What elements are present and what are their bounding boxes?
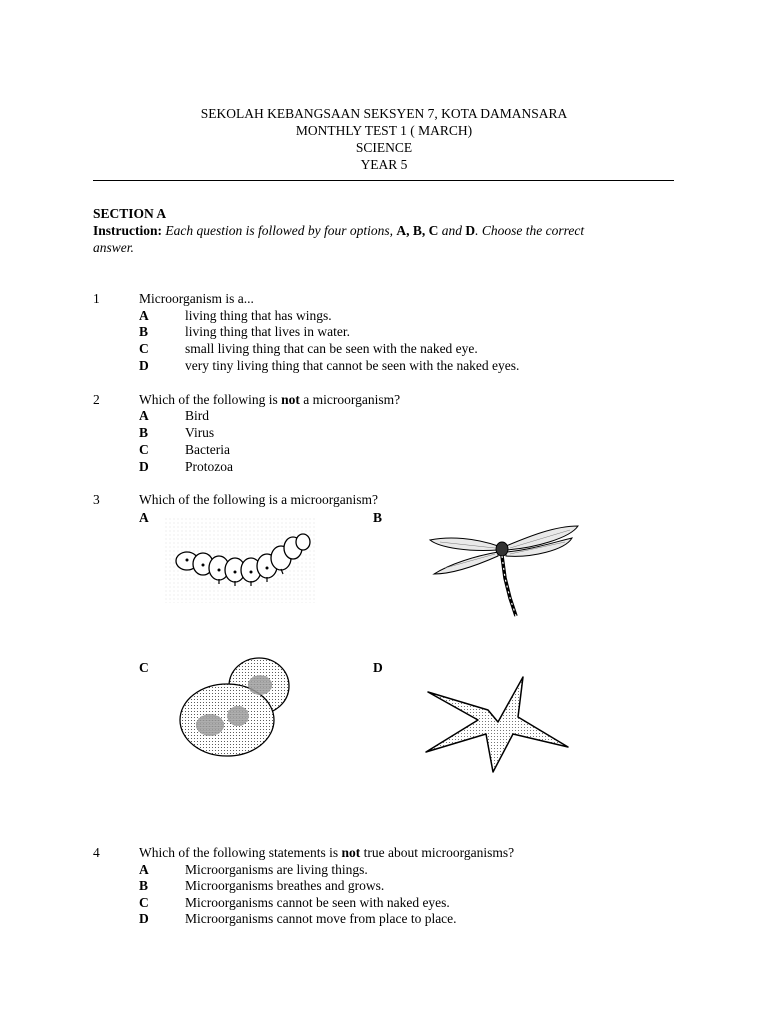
option-letter: C [139, 341, 149, 356]
protozoa-cell-image [172, 650, 302, 760]
option-letter: A [139, 408, 149, 423]
option-letter: D [139, 459, 149, 474]
instruction-continued: answer. [93, 240, 134, 255]
option-text: Microorganisms cannot be seen with naked eyes. [185, 895, 450, 910]
question-number: 3 [93, 492, 100, 507]
dragonfly-image [420, 518, 585, 618]
option-letter: A [139, 862, 149, 877]
option-text: Microorganisms cannot move from place to place. [185, 911, 457, 926]
year-title: YEAR 5 [360, 157, 408, 172]
stem-emphasis: not [341, 845, 361, 860]
stem-part: a microorganism? [303, 392, 401, 407]
question-stem: Microorganism is a... [139, 291, 254, 306]
option-letter: B [373, 510, 383, 525]
option-letter: D [139, 358, 149, 373]
instruction-option-d: D [465, 223, 476, 238]
test-title: MONTHLY TEST 1 ( MARCH) [295, 123, 473, 138]
option-letter: A [139, 510, 149, 525]
option-text: Bird [185, 408, 210, 423]
option-text: Microorganisms breathes and grows. [185, 878, 385, 893]
option-letter: C [139, 442, 149, 457]
question-number: 4 [93, 845, 100, 860]
stem-part: Which of the following statements is [139, 845, 339, 860]
question-number: 2 [93, 392, 100, 407]
stem-part: Which of the following is [139, 392, 278, 407]
option-letter: B [139, 425, 149, 440]
starfish-image [418, 672, 578, 777]
instruction-text-1: Each question is followed by four options, [165, 223, 394, 238]
option-letter: C [139, 660, 149, 675]
option-letter: D [373, 660, 383, 675]
option-text: very tiny living thing that cannot be seen with the naked eyes. [185, 358, 520, 373]
option-text: Bacteria [185, 442, 230, 457]
option-text: living thing that lives in water. [185, 324, 350, 339]
option-text: Microorganisms are living things. [185, 862, 368, 877]
option-letter: A [139, 308, 149, 323]
option-text: living thing that has wings. [185, 308, 332, 323]
subject-title: SCIENCE [355, 140, 413, 155]
option-letter: B [139, 878, 149, 893]
question-stem: Which of the following is a microorganism? [139, 492, 378, 507]
school-name: SEKOLAH KEBANGSAAN SEKSYEN 7, KOTA DAMANSARA [200, 106, 568, 121]
instruction-label: Instruction: [93, 223, 163, 238]
option-letter: B [139, 324, 149, 339]
option-text: small living thing that can be seen with the naked eye. [185, 341, 478, 356]
stem-part: true about microorganisms? [363, 845, 515, 860]
header-divider [93, 180, 674, 181]
section-title: SECTION A [93, 206, 167, 221]
instruction-and: and [441, 223, 463, 238]
question-stem [139, 844, 514, 861]
stem-emphasis: not [281, 392, 300, 407]
option-text: Protozoa [185, 459, 233, 474]
question-stem [139, 391, 400, 408]
option-text: Virus [185, 425, 215, 440]
instruction-text-2: . Choose the correct [475, 223, 585, 238]
option-letter: C [139, 895, 149, 910]
option-letter: D [139, 911, 149, 926]
instruction-options-abc: A, B, C [396, 223, 439, 238]
caterpillar-image [165, 518, 315, 603]
question-number: 1 [93, 291, 100, 306]
instruction-line [93, 222, 584, 239]
